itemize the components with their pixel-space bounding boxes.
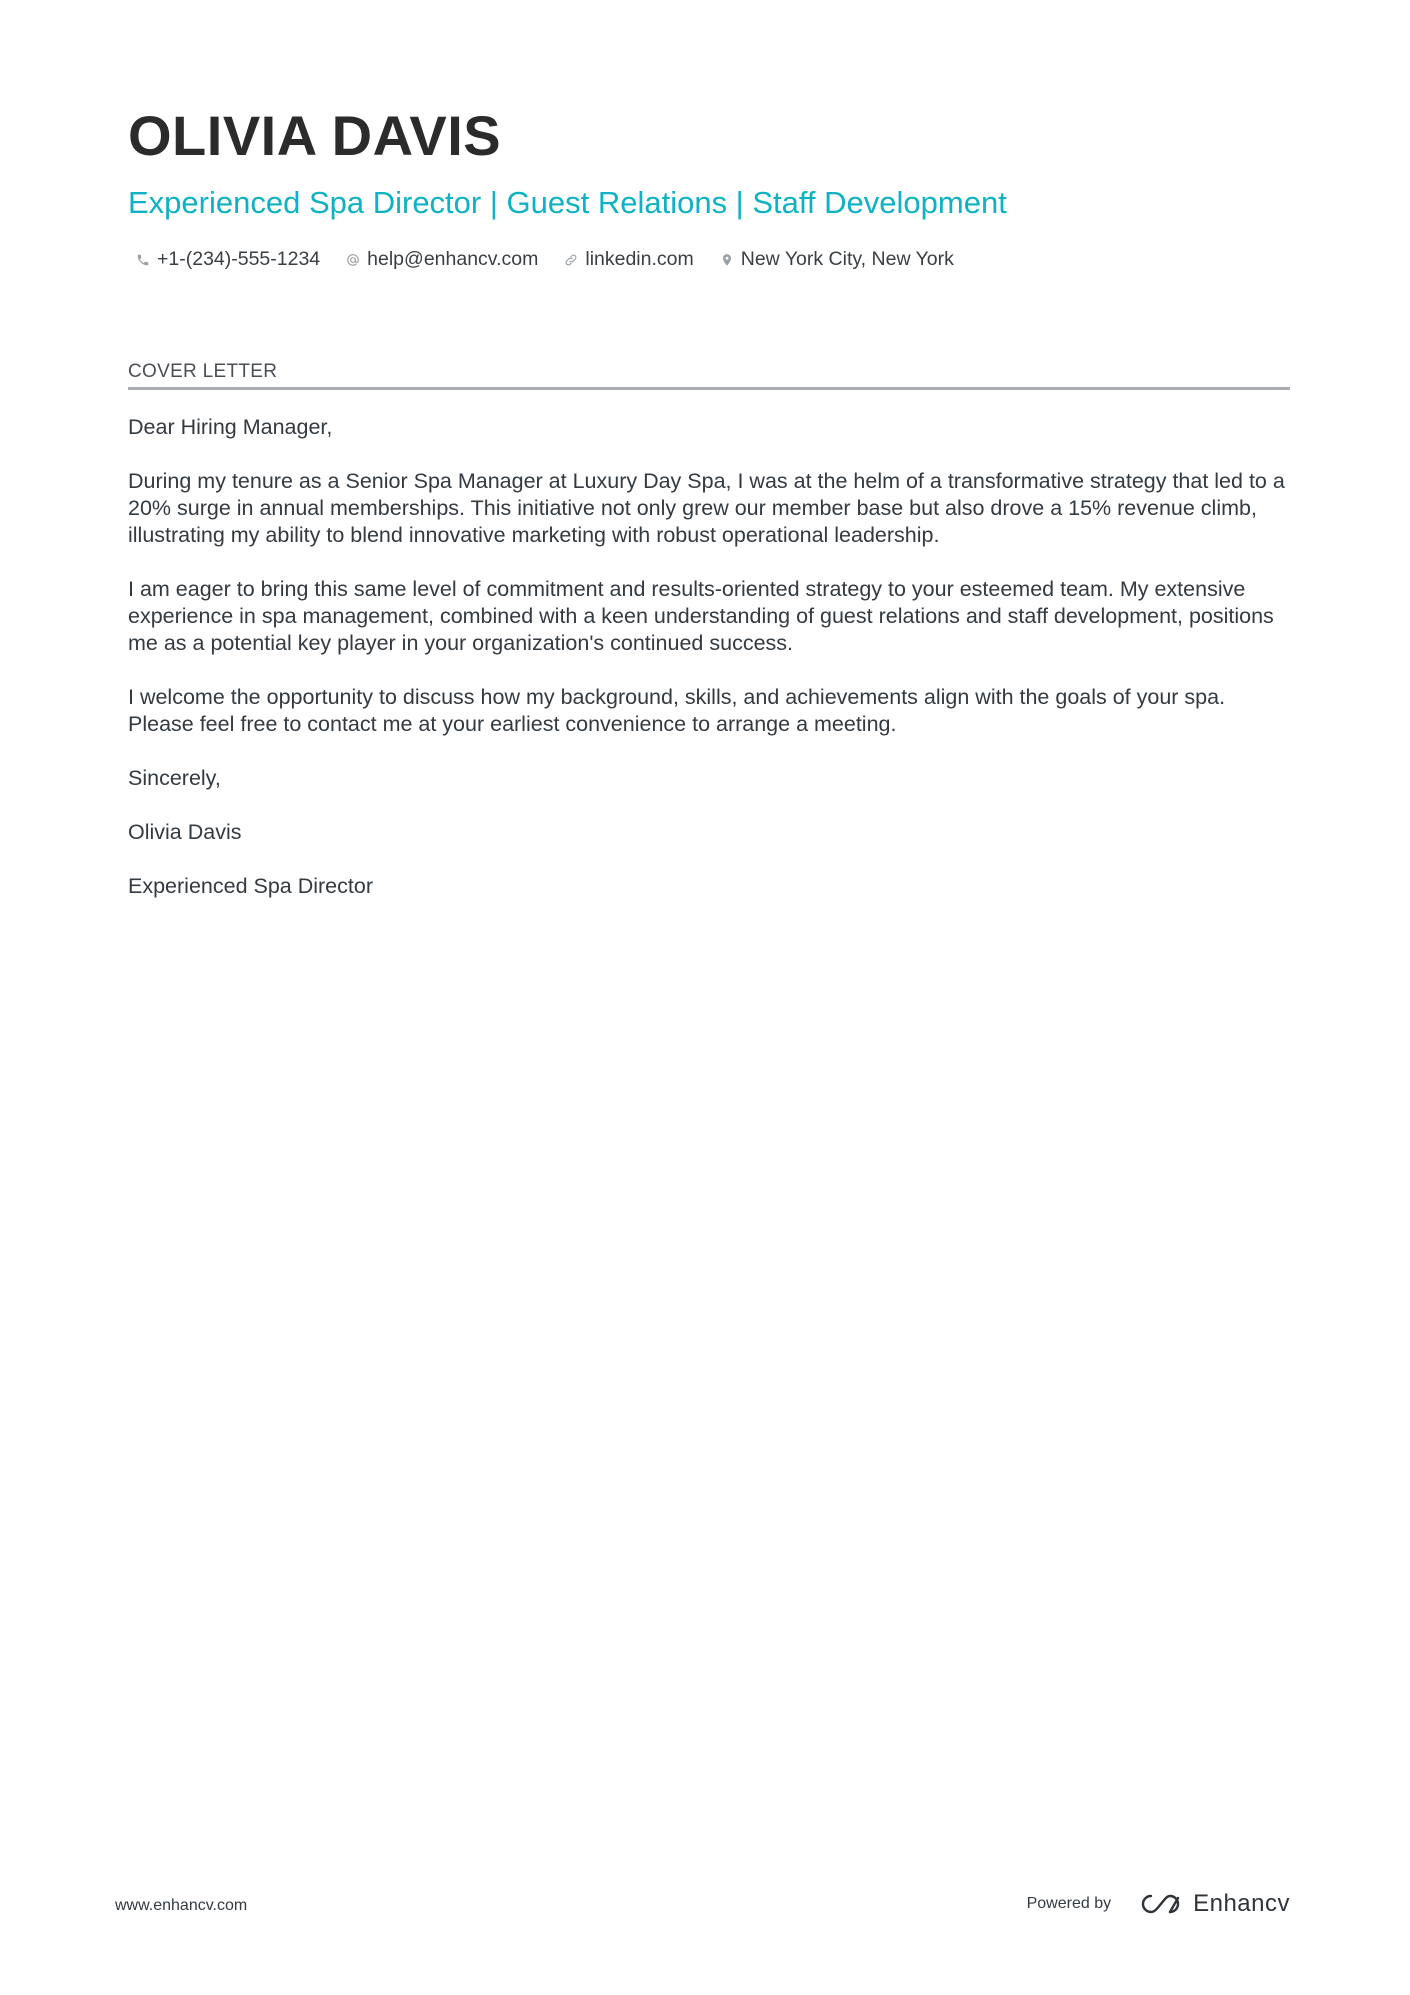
contact-location <box>720 248 954 271</box>
contact-bar <box>136 248 980 271</box>
contact-linkedin-text: linkedin.com <box>585 248 694 270</box>
enhancv-logo-icon <box>1137 1892 1183 1916</box>
contact-location-text: New York City, New York <box>740 248 954 270</box>
letter-paragraph: I welcome the opportunity to discuss how my background, skills, and achievements align with the goals of your spa. Please feel free to contact me at your earliest convenience to arrange a meeting. <box>128 685 1226 736</box>
candidate-name: OLIVIA DAVIS <box>128 104 502 167</box>
link-icon <box>564 253 578 267</box>
signature-name: Olivia Davis <box>128 820 242 844</box>
footer-website-link[interactable]: www.enhancv.com <box>115 1897 248 1914</box>
section-title-cover-letter: COVER LETTER <box>128 361 1290 390</box>
location-pin-icon <box>720 253 734 267</box>
footer-branding <box>1027 1890 1290 1918</box>
signature-title: Experienced Spa Director <box>128 874 373 898</box>
phone-icon <box>136 253 150 267</box>
letter-paragraph: I am eager to bring this same level of commitment and results-oriented strategy to your esteemed team. My extensive experience in spa management, combined with a keen understanding of guest relations and staff development, positions me as a potential key player in your organization's continued success. <box>128 577 1274 655</box>
contact-phone <box>136 248 320 271</box>
contact-phone-text: +1-(234)-555-1234 <box>157 248 321 270</box>
letter-paragraph: During my tenure as a Senior Spa Manager at Luxury Day Spa, I was at the helm of a transformative strategy that led to a 20% surge in annual memberships. This initiative not only grew our member base but also drove a 15% revenue climb, illustrating my ability to blend innovative marketing with robust operational leadership. <box>128 469 1285 547</box>
powered-by-label: Powered by <box>1026 1895 1112 1912</box>
contact-email-text: help@enhancv.com <box>367 248 539 270</box>
letter-closing: Sincerely, <box>128 766 221 790</box>
candidate-headline: Experienced Spa Director | Guest Relations | Staff Development <box>128 185 1007 220</box>
contact-linkedin <box>564 248 693 271</box>
letter-body <box>128 414 1290 927</box>
letter-salutation: Dear Hiring Manager, <box>128 415 333 439</box>
enhancv-logo-text: Enhancv <box>1193 1890 1290 1917</box>
enhancv-logo[interactable] <box>1137 1890 1290 1918</box>
contact-email <box>346 248 538 271</box>
at-icon <box>346 253 360 267</box>
